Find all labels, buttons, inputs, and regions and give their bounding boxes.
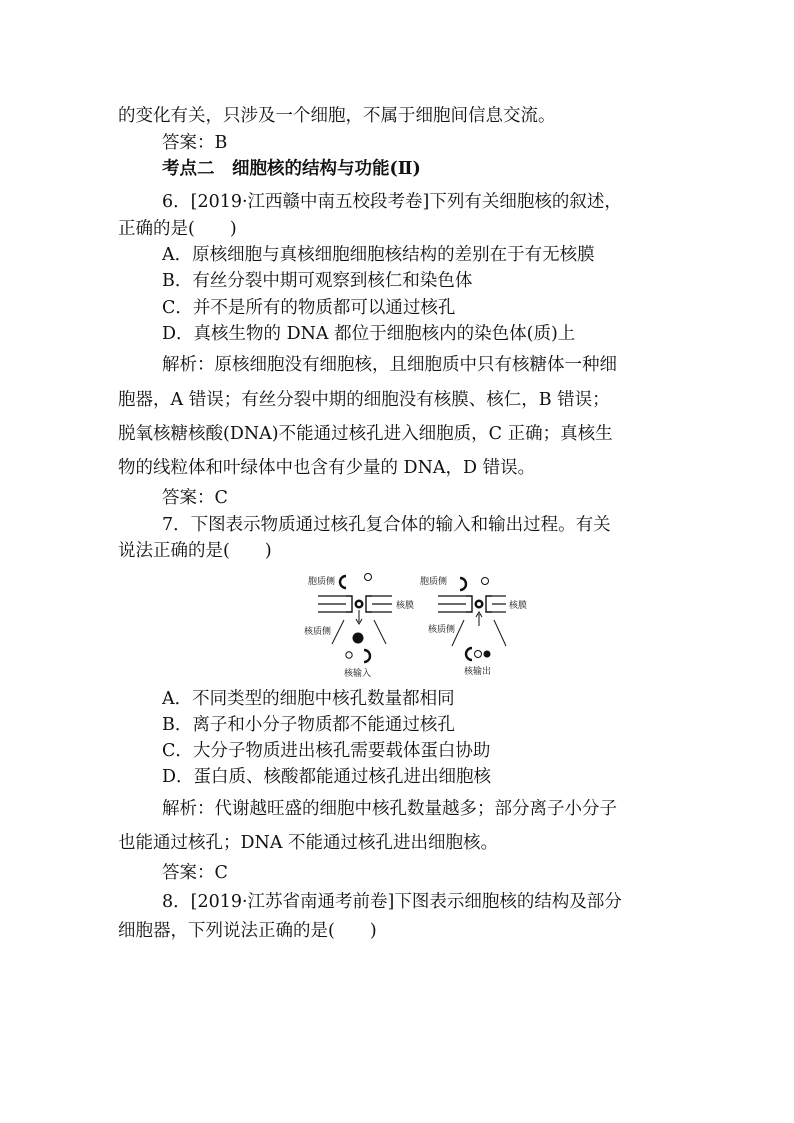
cargo-receptor-icon (466, 648, 472, 660)
cargo-receptor-icon (340, 576, 346, 588)
option-d: D．真核生物的 DNA 都位于细胞核内的染色体(质)上 (162, 324, 576, 344)
question-8-stem-cont: 细胞器，下列说法正确的是( ) (118, 921, 377, 941)
nucleoplasm-side-label: 核质侧 (304, 627, 332, 637)
nuclear-export-caption: 核输出 (464, 667, 492, 677)
option-a: A．原核细胞与真核细胞细胞核结构的差别在于有无核膜 (162, 245, 595, 265)
cargo-complex-icon (353, 633, 364, 644)
nuclear-pore-diagram (300, 566, 580, 682)
question-7-stem-cont: 说法正确的是( ) (118, 541, 272, 561)
nuclear-envelope-label: 核膜 (396, 601, 415, 611)
cytoplasm-side-label: 胞质侧 (308, 577, 336, 587)
cargo-receptor-icon (460, 578, 466, 590)
question-6-stem: 6．[2019·江西赣中南五校段考卷]下列有关细胞核的叙述， (162, 192, 622, 212)
text-line: 的变化有关，只涉及一个细胞，不属于细胞间信息交流。 (118, 106, 556, 126)
option-c: C．大分子物质进出核孔需要载体蛋白协助 (162, 741, 491, 761)
answer-line: 答案：C (162, 488, 228, 508)
nucleoplasm-side-label: 核质侧 (428, 625, 456, 635)
answer-line: 答案：B (162, 133, 228, 153)
option-b: B．有丝分裂中期可观察到核仁和染色体 (162, 271, 473, 291)
cargo-molecule-icon (475, 651, 482, 658)
analysis-line: 也能通过核孔；DNA 不能通过核孔进出细胞核。 (118, 833, 499, 853)
section-heading: 考点二 细胞核的结构与功能(Ⅱ) (162, 159, 421, 179)
analysis-line: 解析：代谢越旺盛的细胞中核孔数量越多；部分离子小分子 (162, 799, 617, 819)
nuclear-import-diagram (304, 574, 414, 680)
cargo-molecule-icon (346, 652, 352, 658)
nuclear-envelope-label: 核膜 (509, 601, 528, 611)
answer-line: 答案：C (162, 863, 228, 883)
nuclear-import-caption: 核输入 (344, 669, 372, 679)
analysis-line: 解析：原核细胞没有细胞核，且细胞质中只有核糖体一种细 (162, 355, 617, 375)
cargo-molecule-icon (365, 574, 372, 581)
cargo-molecule-icon (482, 578, 489, 585)
cargo-molecule-icon (484, 651, 491, 658)
analysis-line: 脱氧核糖核酸(DNA)不能通过核孔进入细胞质，C 正确；真核生 (118, 424, 613, 444)
question-7-stem: 7．下图表示物质通过核孔复合体的输入和输出过程。有关 (162, 515, 611, 535)
cargo-receptor-icon (364, 650, 370, 662)
option-b: B．离子和小分子物质都不能通过核孔 (162, 715, 455, 735)
cytoplasm-side-label: 胞质侧 (420, 577, 448, 587)
option-d: D．蛋白质、核酸都能通过核孔进出细胞核 (162, 767, 492, 787)
nuclear-pore-figure (300, 566, 580, 682)
option-a: A．不同类型的细胞中核孔数量都相同 (162, 689, 455, 709)
nuclear-export-diagram (420, 575, 527, 677)
option-c: C．并不是所有的物质都可以通过核孔 (162, 298, 456, 318)
analysis-line: 胞器，A 错误；有丝分裂中期的细胞没有核膜、核仁，B 错误； (118, 390, 610, 410)
analysis-line: 物的线粒体和叶绿体中也含有少量的 DNA，D 错误。 (118, 458, 536, 478)
question-6-stem-cont: 正确的是( ) (118, 219, 237, 239)
question-8-stem: 8．[2019·江苏省南通考前卷]下图表示细胞核的结构及部分 (162, 892, 622, 912)
